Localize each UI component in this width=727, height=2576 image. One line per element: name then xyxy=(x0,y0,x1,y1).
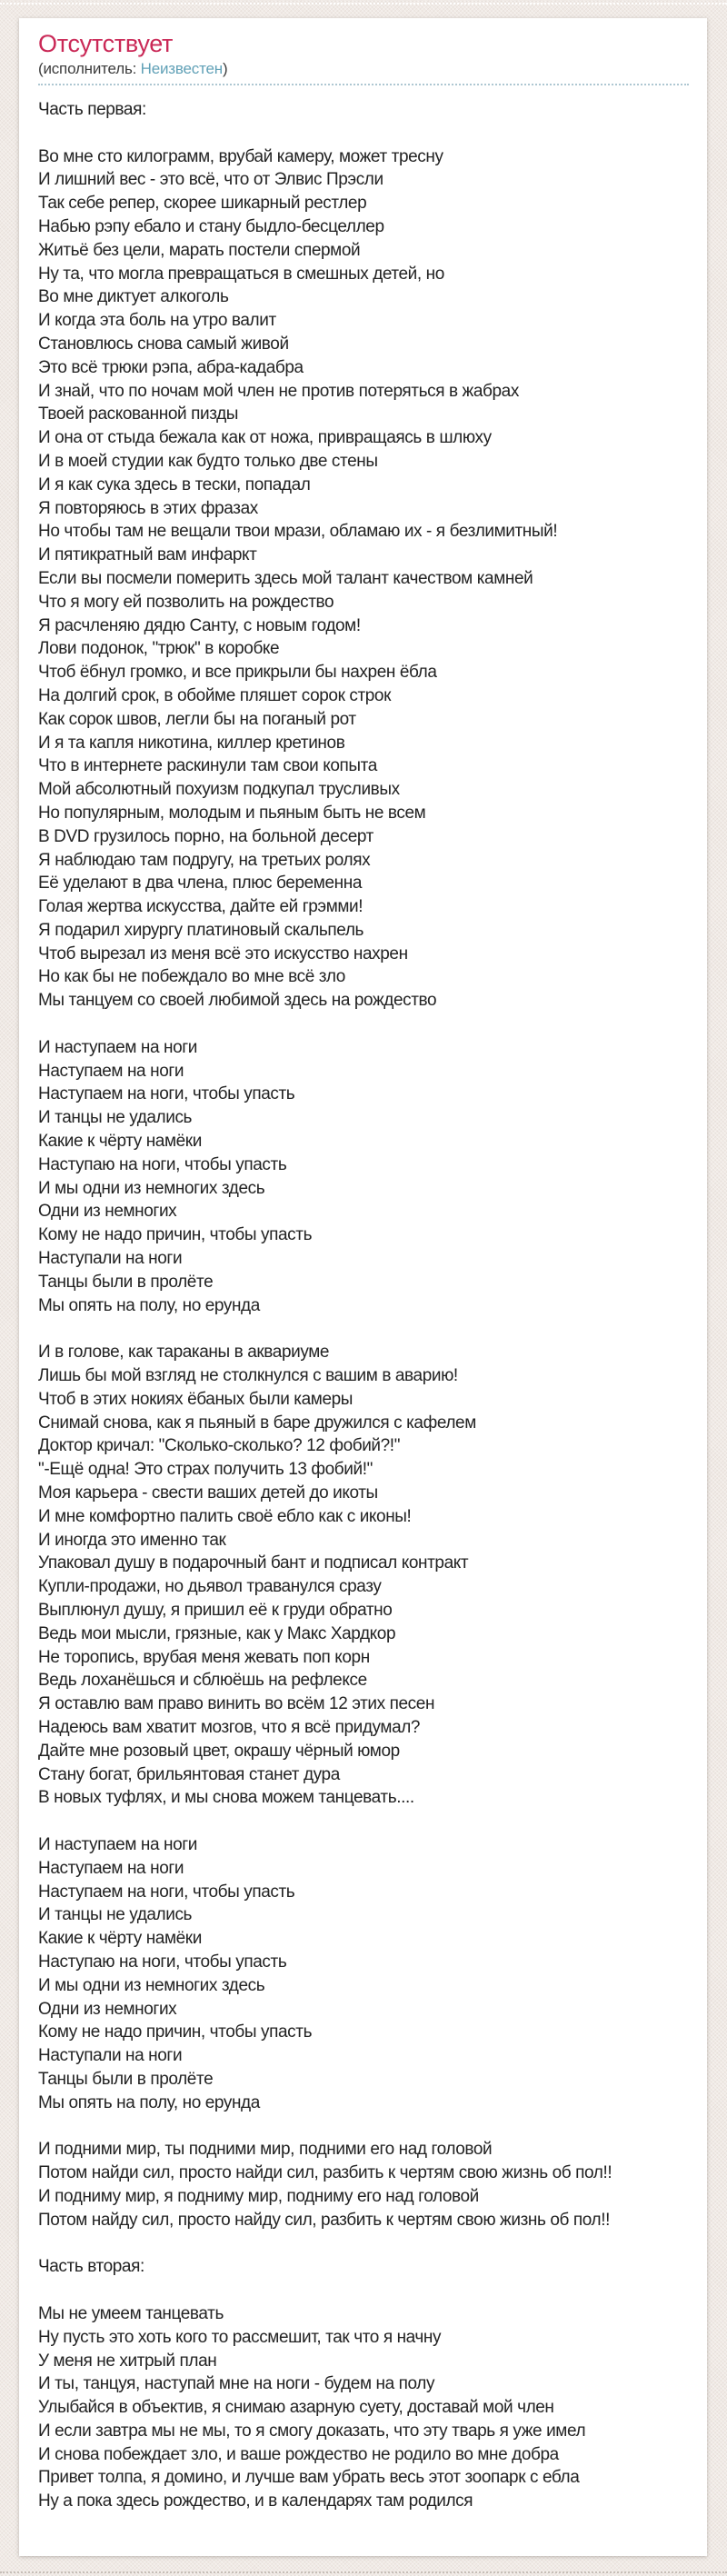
page-bottom-dotted-edge xyxy=(0,2571,727,2573)
lyric-line: И лишний вес - это всё, что от Элвис Прэсли xyxy=(38,170,383,190)
lyric-line: И в моей студии как будто только две стены xyxy=(38,451,378,471)
lyric-line: Дайте мне розовый цвет, окрашу чёрный юмор xyxy=(38,1741,400,1761)
lyric-line: И танцы не удались xyxy=(38,1108,193,1128)
artist-link[interactable]: Неизвестен xyxy=(140,60,223,77)
lyric-line: Её уделают в два члена, плюс беременна xyxy=(38,874,362,894)
lyric-line: Твоей раскованной пизды xyxy=(38,404,239,424)
lyric-line: Набью рэпу ебало и стану быдло-бесцеллер xyxy=(38,216,384,236)
lyric-line: И если завтра мы не мы, то я смогу доказать, что эту тварь я уже имел xyxy=(38,2421,586,2441)
lyric-line: И в голове, как тараканы в аквариуме xyxy=(38,1343,330,1363)
lyrics-paragraph xyxy=(38,145,689,1013)
artist-line xyxy=(38,59,689,85)
lyric-line: Житьё без цели, марать постели спермой xyxy=(38,240,361,260)
lyric-line: Потом найду сил, просто найду сил, разбить к чертям свою жизнь об пол!! xyxy=(38,2210,610,2230)
lyric-line: "-Ещё одна! Это страх получить 13 фобий!" xyxy=(38,1460,373,1480)
lyric-line: И знай, что по ночам мой член не против потеряться в жабрах xyxy=(38,381,519,401)
lyric-line: Мы танцуем со своей любимой здесь на рождество xyxy=(38,991,437,1011)
lyrics-paragraph xyxy=(38,1036,689,1318)
lyric-line: И ты, танцуя, наступай мне на ноги - будем на полу xyxy=(38,2374,435,2394)
lyric-line: И она от стыда бежала как от ножа, привращаясь в шлюху xyxy=(38,428,492,448)
lyric-line: Я подарил хирургу платиновый скальпель xyxy=(38,920,364,940)
artist-label: (исполнитель: xyxy=(38,60,137,77)
lyric-line: Я наблюдаю там подругу, на третьих ролях xyxy=(38,850,371,870)
lyric-line: И мне комфортно палить своё ебло как с иконы! xyxy=(38,1506,412,1526)
lyric-line: И танцы не удались xyxy=(38,1905,193,1925)
lyric-line: Наступаем на ноги xyxy=(38,1858,184,1878)
lyric-line: Чтоб вырезал из меня всё это искусство нахрен xyxy=(38,944,408,964)
song-title: Отсутствует xyxy=(38,30,174,57)
lyric-line: И снова побеждает зло, и ваше рождество не родило во мне добра xyxy=(38,2444,559,2464)
lyric-line: И когда эта боль на утро валит xyxy=(38,311,276,331)
lyric-line: Во мне сто килограмм, врубай камеру, может тресну xyxy=(38,146,443,166)
lyric-line: Наступаю на ноги, чтобы упасть xyxy=(38,1154,287,1174)
lyric-line: Танцы были в пролёте xyxy=(38,1272,214,1292)
lyric-line: Это всё трюки рэпа, абра-кадабра xyxy=(38,357,304,377)
lyrics-card xyxy=(19,18,707,2556)
lyric-line: Как сорок швов, легли бы на поганый рот xyxy=(38,709,356,729)
lyric-line: И наступаем на ноги xyxy=(38,1037,198,1057)
lyric-line: Наступаем на ноги, чтобы упасть xyxy=(38,1882,295,1902)
lyric-line: Лишь бы мой взгляд не столкнулся с вашим в аварию! xyxy=(38,1366,458,1386)
lyric-line: Стану богат, брильянтовая станет дура xyxy=(38,1764,340,1784)
page-top-dotted-edge xyxy=(0,3,727,5)
lyric-line: Чтоб в этих нокиях ёбаных были камеры xyxy=(38,1389,354,1409)
lyric-line: И мы одни из немногих здесь xyxy=(38,1178,265,1198)
lyrics-paragraph xyxy=(38,98,689,122)
lyric-line: Становлюсь снова самый живой xyxy=(38,334,289,354)
lyric-line: И подними мир, ты подними мир, подними его над головой xyxy=(38,2140,493,2160)
lyric-line: Мы опять на полу, но ерунда xyxy=(38,2092,260,2112)
lyric-line: Но популярным, молодым и пьяным быть не всем xyxy=(38,803,426,823)
lyric-line: Ну пусть это хоть кого то рассмешит, так что я начну xyxy=(38,2327,442,2347)
lyric-line: Одни из немногих xyxy=(38,1999,177,2019)
lyric-line: Часть первая: xyxy=(38,100,146,119)
lyric-line: Если вы посмели померить здесь мой талант качеством камней xyxy=(38,568,533,588)
lyric-line: И я как сука здесь в тески, попадал xyxy=(38,474,311,494)
lyric-line: Потом найди сил, просто найди сил, разбить к чертям свою жизнь об пол!! xyxy=(38,2163,612,2183)
lyric-line: Кому не надо причин, чтобы упасть xyxy=(38,2022,313,2042)
lyric-line: Что в интернете раскинули там свои копыта xyxy=(38,756,377,776)
lyric-line: И иногда это именно так xyxy=(38,1530,226,1550)
lyric-line: Танцы были в пролёте xyxy=(38,2069,214,2089)
lyric-line: Мы не умеем танцевать xyxy=(38,2303,224,2323)
lyric-line: Какие к чёрту намёки xyxy=(38,1929,202,1949)
lyrics-paragraph xyxy=(38,2255,689,2279)
lyrics-paragraph xyxy=(38,2138,689,2232)
lyric-line: Голая жертва искусства, дайте ей грэмми! xyxy=(38,897,364,917)
lyric-line: Я оставлю вам право винить во всём 12 этих песен xyxy=(38,1694,435,1714)
lyric-line: Выплюнул душу, я пришил её к груди обратно xyxy=(38,1601,393,1620)
lyric-line: Моя карьера - свести ваших детей до икоты xyxy=(38,1483,378,1503)
lyric-line: В новых туфлях, и мы снова можем танцевать.... xyxy=(38,1788,414,1808)
lyric-line: Привет толпа, я домино, и лучше вам убрать весь этот зоопарк с ебла xyxy=(38,2468,580,2488)
lyric-line: Наступаем на ноги xyxy=(38,1061,184,1081)
lyric-line: Наступаю на ноги, чтобы упасть xyxy=(38,1952,287,1972)
lyric-line: Ведь лоханёшься и сблюёшь на рефлексе xyxy=(38,1671,367,1691)
lyric-line: Не торопись, врубая меня жевать поп корн xyxy=(38,1647,370,1667)
lyric-line: И я та капля никотина, киллер кретинов xyxy=(38,733,345,753)
lyric-line: Но как бы не побеждало во мне всё зло xyxy=(38,967,345,987)
lyric-line: Я расчленяю дядю Санту, с новым годом! xyxy=(38,615,361,635)
lyric-line: Ведь мои мысли, грязные, как у Макс Хардкор xyxy=(38,1623,396,1643)
lyric-line: Ну а пока здесь рождество, и в календарях там родился xyxy=(38,2491,473,2511)
lyric-line: И наступаем на ноги xyxy=(38,1834,198,1854)
lyric-line: Доктор кричал: "Сколько-сколько? 12 фобий?!" xyxy=(38,1436,401,1456)
lyric-line: Кому не надо причин, чтобы упасть xyxy=(38,1225,313,1245)
lyric-line: У меня не хитрый план xyxy=(38,2351,217,2371)
lyric-line: Мой абсолютный похуизм подкупал трусливых xyxy=(38,780,400,800)
lyric-line: И пятикратный вам инфаркт xyxy=(38,545,257,565)
lyric-line: И подниму мир, я подниму мир, подниму его над головой xyxy=(38,2186,479,2206)
lyric-line: Упаковал душу в подарочный бант и подписал контракт xyxy=(38,1553,469,1573)
lyric-line: Часть вторая: xyxy=(38,2257,144,2277)
lyric-line: Я повторяюсь в этих фразах xyxy=(38,498,258,518)
lyric-line: Мы опять на полу, но ерунда xyxy=(38,1295,260,1315)
lyrics-paragraph xyxy=(38,1341,689,1810)
lyric-line: Во мне диктует алкоголь xyxy=(38,287,229,307)
lyric-line: Какие к чёрту намёки xyxy=(38,1132,202,1152)
lyric-line: Но чтобы там не вещали твои мрази, обламаю их - я безлимитный! xyxy=(38,522,558,542)
lyric-line: Наступали на ноги xyxy=(38,2046,183,2066)
lyrics xyxy=(38,98,689,2513)
lyric-line: Ну та, что могла превращаться в смешных детей, но xyxy=(38,264,444,284)
lyrics-paragraph xyxy=(38,1833,689,2115)
lyric-line: Улыбайся в объектив, я снимаю азарную суету, доставай мой член xyxy=(38,2398,554,2418)
lyrics-paragraph xyxy=(38,2302,689,2513)
lyric-line: Так себе репер, скорее шикарный рестлер xyxy=(38,194,367,214)
lyric-line: Наступаем на ноги, чтобы упасть xyxy=(38,1084,295,1104)
lyric-line: И мы одни из немногих здесь xyxy=(38,1975,265,1995)
lyric-line: Надеюсь вам хватит мозгов, что я всё придумал? xyxy=(38,1717,421,1737)
lyric-line: В DVD грузилось порно, на больной десерт xyxy=(38,826,373,846)
lyric-line: Наступали на ноги xyxy=(38,1249,183,1269)
artist-close-paren: ) xyxy=(222,60,228,77)
lyric-line: Одни из немногих xyxy=(38,1202,177,1222)
lyric-line: Снимай снова, как я пьяный в баре дружился с кафелем xyxy=(38,1413,476,1433)
lyric-line: Купли-продажи, но дьявол траванулся сразу xyxy=(38,1577,382,1597)
lyric-line: На долгий срок, в обойме пляшет сорок строк xyxy=(38,685,392,705)
lyric-line: Чтоб ёбнул громко, и все прикрыли бы нахрен ёбла xyxy=(38,663,437,683)
lyric-line: Лови подонок, "трюк" в коробке xyxy=(38,639,280,659)
lyric-line: Что я могу ей позволить на рождество xyxy=(38,592,334,612)
